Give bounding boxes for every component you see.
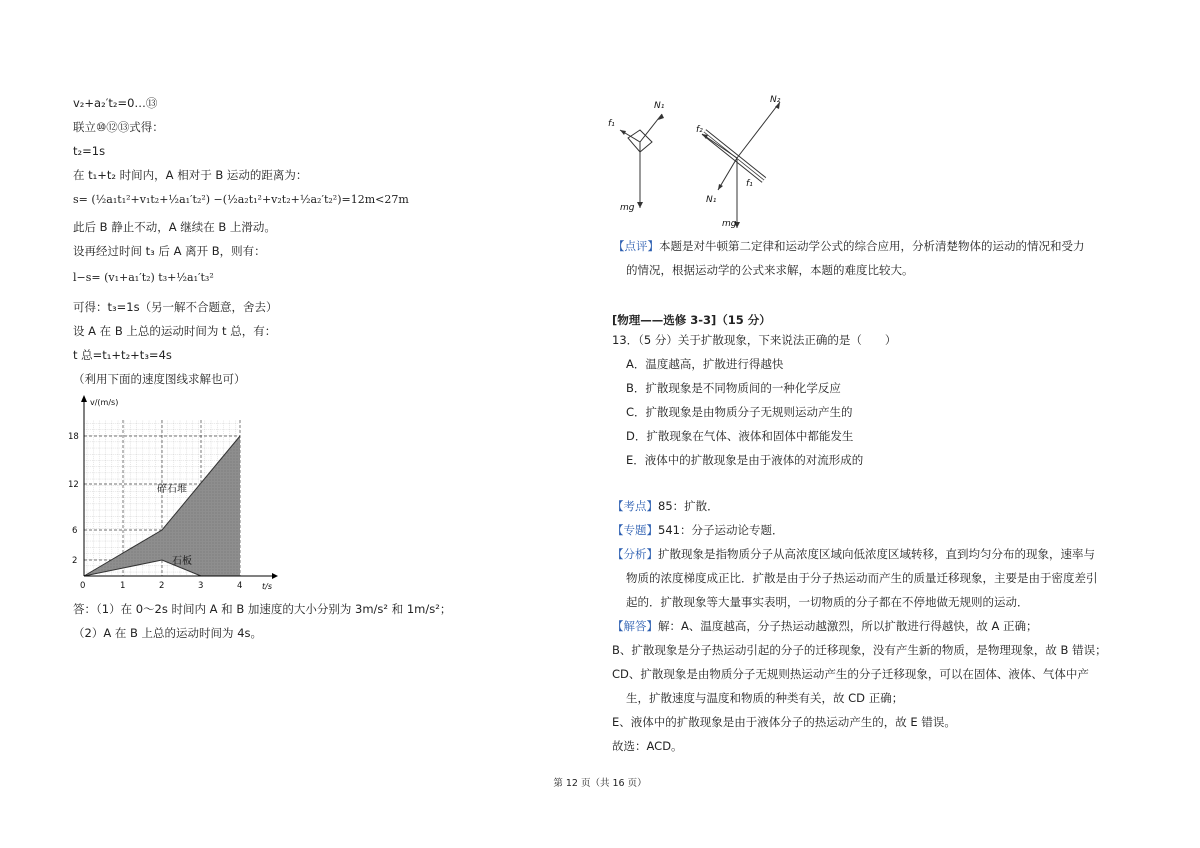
answer-2: （2）A 在 B 上总的运动时间为 4s。 (73, 626, 263, 640)
analysis-line-2: 物质的浓度梯度成正比．扩散是由于分子热运动而产生的质量迁移现象，主要是由于密度差引 (626, 571, 1098, 585)
page-footer: 第 12 页（共 16 页） (553, 778, 647, 789)
exam-point: 【考点】85：扩散． (612, 499, 719, 513)
option-c: C．扩散现象是由物质分子无规则运动产生的 (626, 405, 853, 419)
option-b: B．扩散现象是不同物质间的一种化学反应 (626, 381, 841, 395)
distance-equation: s= (½a₁t₁²+v₁t₂+½a₁′t₂²) −(½a₂t₁²+v₂t₂+½a₂′t₂²)=12m<27m (73, 193, 409, 206)
label-f1: f₁ (608, 119, 615, 129)
comment-line-2: 的情况，根据运动学的公式来求解，本题的难度比较大。 (626, 263, 914, 277)
y-tick-12: 12 (68, 480, 79, 490)
label-gravel: 碎石堆 (157, 484, 187, 495)
force-diagram-board (696, 95, 781, 229)
t3-result: 可得：t₃=1s（另一解不合题意，舍去） (73, 300, 278, 314)
analysis-line-1: 【分析】扩散现象是指物质分子从高浓度区域向低浓度区域转移，直到均匀分布的现象，速率与 (612, 547, 1095, 561)
y-tick-6: 6 (72, 526, 78, 536)
y-tick-2: 2 (72, 556, 78, 566)
graph-note: （利用下面的速度图线求解也可） (73, 372, 246, 386)
x-tick-2: 2 (159, 581, 165, 591)
solution-line-2: B、扩散现象是分子热运动引起的分子的迁移现象，没有产生新的物质，是物理现象，故 B 错误； (612, 643, 1107, 657)
section-heading: [物理——选修 3-3]（15 分） (612, 313, 771, 327)
y-tick-18: 18 (68, 432, 79, 442)
solution-line-3: CD、扩散现象是由物质分子无规则热运动产生的分子迁移现象，可以在固体、液体、气体中产 (612, 667, 1089, 681)
velocity-time-graph (62, 392, 282, 592)
label-mg: mg (620, 203, 635, 213)
label-f1-board: f₁ (746, 179, 753, 189)
answer-1: 答：（1）在 0～2s 时间内 A 和 B 加速度的大小分别为 3m/s² 和 1m/s²； (73, 602, 452, 616)
y-axis-label: v/(m/s) (90, 398, 119, 407)
t3-equation: l−s= (v₁+a₁′t₂) t₃+½a₁′t₃² (73, 271, 214, 284)
x-tick-4: 4 (237, 581, 243, 591)
topic: 【专题】541：分子运动论专题． (612, 523, 784, 537)
label-f2: f₂ (696, 125, 703, 135)
x-tick-0: 0 (80, 581, 86, 591)
option-d: D．扩散现象在气体、液体和固体中都能发生 (626, 429, 854, 443)
solution-line-1: 【解答】解：A、温度越高，分子热运动越激烈，所以扩散进行得越快，故 A 正确； (612, 619, 1038, 633)
force-diagram-block (608, 101, 665, 213)
option-a: A．温度越高，扩散进行得越快 (626, 357, 784, 371)
t2-result: t₂=1s (73, 144, 106, 158)
x-tick-1: 1 (120, 581, 126, 591)
total-time-equation: t 总=t₁+t₂+t₃=4s (73, 348, 172, 362)
comment-tag: 【点评】 (613, 239, 659, 253)
force-diagram (600, 90, 820, 230)
equation-13: v₂+a₂′t₂=0…⑬ (73, 96, 158, 110)
comment-line-1: 【点评】本题是对牛顿第二定律和运动学公式的综合应用，分析清楚物体的运动的情况和受力 (613, 239, 1085, 253)
question-13: 13．（5 分）关于扩散现象，下来说法正确的是（ ） (612, 333, 897, 347)
option-e: E．液体中的扩散现象是由于液体的对流形成的 (626, 453, 864, 467)
label-n1: N₁ (654, 101, 665, 111)
label-slate: 石板 (172, 556, 192, 567)
x-axis-label: t/s (262, 582, 272, 591)
x-tick-3: 3 (198, 581, 204, 591)
final-answer: 故选：ACD。 (612, 739, 683, 753)
label-mg-board: mg (722, 219, 737, 229)
solution-line-5: E、液体中的扩散现象是由于液体分子的热运动产生的，故 E 错误。 (612, 715, 956, 729)
label-n1-board: N₁ (706, 195, 717, 205)
analysis-line-3: 起的．扩散现象等大量事实表明，一切物质的分子都在不停地做无规则的运动． (626, 595, 1029, 609)
t3-setup-text: 设再经过时间 t₃ 后 A 离开 B，则有： (73, 244, 266, 258)
solution-line-4: 生，扩散速度与温度和物质的种类有关，故 CD 正确； (626, 691, 904, 705)
b-stops-text: 此后 B 静止不动，A 继续在 B 上滑动。 (73, 220, 276, 234)
combine-text: 联立⑩⑫⑬式得： (73, 120, 164, 134)
total-time-setup: 设 A 在 B 上总的运动时间为 t 总，有： (73, 324, 277, 338)
relative-distance-text: 在 t₁+t₂ 时间内，A 相对于 B 运动的距离为： (73, 168, 308, 182)
label-n2: N₂ (770, 95, 781, 105)
